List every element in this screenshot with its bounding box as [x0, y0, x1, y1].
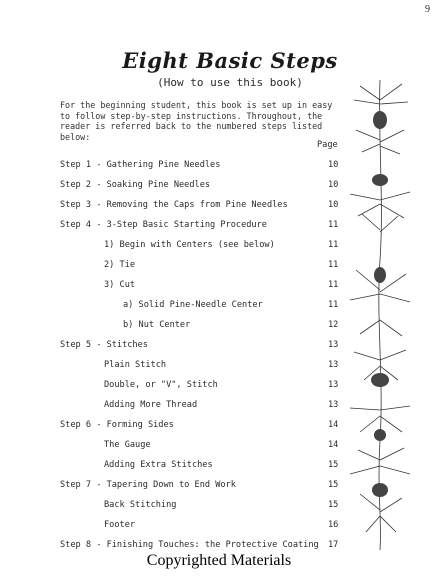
toc-entry-label: The Gauge	[104, 440, 151, 450]
toc-entry-page: 13	[328, 360, 339, 370]
toc-entry-page: 16	[328, 520, 339, 530]
toc-entry-label: Adding More Thread	[104, 400, 198, 410]
toc-entry-label: Step 7 - Tapering Down to End Work	[60, 480, 236, 490]
toc-entry-label: Step 8 - Finishing Touches: the Protective Coating	[60, 540, 319, 550]
toc-entry-label: Step 2 - Soaking Pine Needles	[60, 180, 211, 190]
toc-entry-page: 10	[328, 160, 339, 170]
toc-entry-label: Double, or "V", Stitch	[104, 380, 218, 390]
toc-entry-label: Step 6 - Forming Sides	[60, 420, 174, 430]
toc-entry-label: 3) Cut	[104, 280, 136, 290]
toc-entry-page: 10	[328, 180, 339, 190]
toc-entry-page: 14	[328, 440, 339, 450]
page-column-header: Page	[317, 140, 338, 150]
copyright-footer: Copyrighted Materials	[146, 552, 292, 569]
toc-entry-page: 13	[328, 400, 339, 410]
toc-entry-label: a) Solid Pine-Needle Center	[123, 300, 263, 310]
toc-entry-label: Step 5 - Stitches	[60, 340, 148, 350]
toc-entry-page: 10	[328, 200, 339, 210]
toc-entry-label: Step 3 - Removing the Caps from Pine Needles	[60, 200, 288, 210]
toc-entry-page: 11	[328, 300, 339, 310]
toc-entry-label: b) Nut Center	[123, 320, 191, 330]
toc-entry-page: 15	[328, 480, 339, 490]
toc-entry-page: 14	[328, 420, 339, 430]
page-subtitle: (How to use this book)	[157, 76, 303, 89]
toc-entry-label: Footer	[104, 520, 136, 530]
toc-entry-page: 17	[328, 540, 339, 550]
toc-entry-label: Step 1 - Gathering Pine Needles	[60, 160, 221, 170]
toc-entry-label: 2) Tie	[104, 260, 136, 270]
toc-entry-page: 11	[328, 260, 339, 270]
page-title: Eight Basic Steps	[122, 48, 338, 73]
toc-entry-page: 11	[328, 240, 339, 250]
toc-entry-label: Step 4 - 3-Step Basic Starting Procedure	[60, 220, 267, 230]
page-number: 9	[425, 4, 430, 15]
toc-entry-page: 11	[328, 280, 339, 290]
toc-entry-page: 12	[328, 320, 339, 330]
toc-entry-label: Adding Extra Stitches	[104, 460, 213, 470]
intro-paragraph: For the beginning student, this book is set up in easy to follow step-by-step instructions. Throughout, the reader is referred back to the numbered steps listed below:	[60, 100, 333, 142]
toc-entry-page: 13	[328, 380, 339, 390]
toc-entry-label: Plain Stitch	[104, 360, 167, 370]
pine-needle-sprig-icon	[340, 80, 422, 550]
toc-entry-label: Back Stitching	[104, 500, 177, 510]
toc-entry-page: 15	[328, 460, 339, 470]
toc-entry-page: 13	[328, 340, 339, 350]
toc-entry-page: 11	[328, 220, 339, 230]
toc-entry-label: 1) Begin with Centers (see below)	[104, 240, 275, 250]
toc-entry-page: 15	[328, 500, 339, 510]
